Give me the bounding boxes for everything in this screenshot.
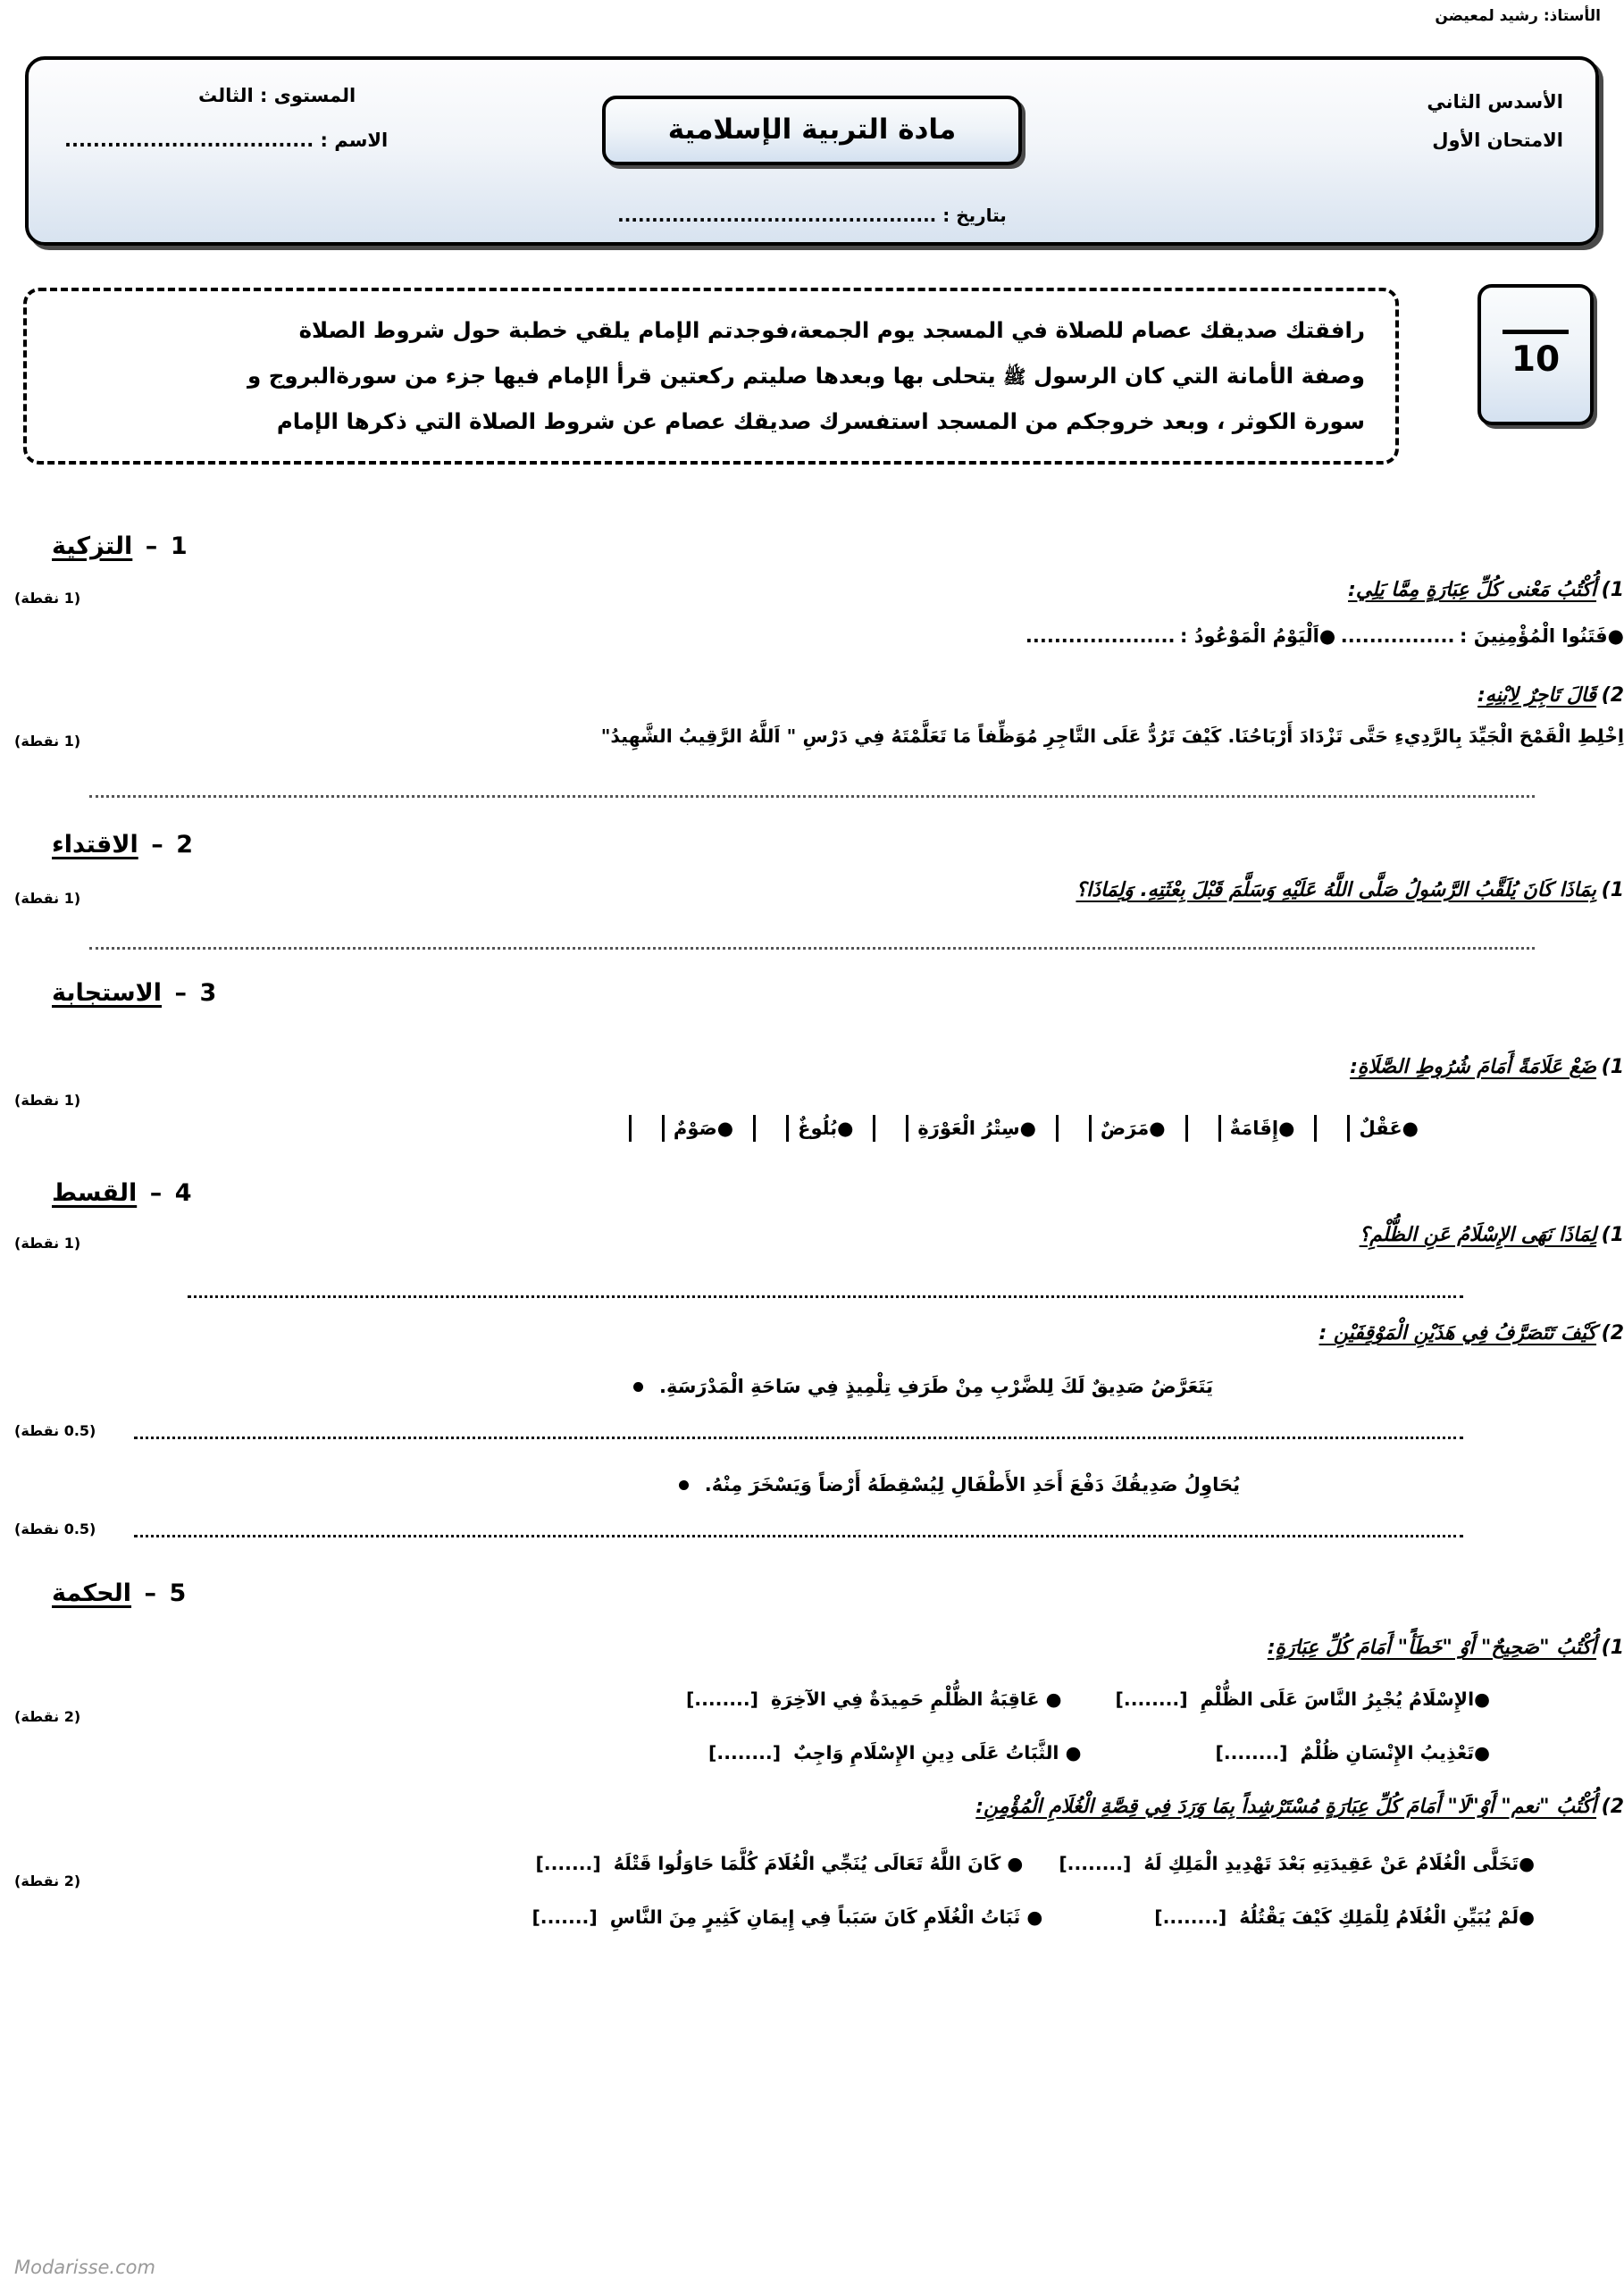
situation-line-1: رافقتك صديقك عصام للصلاة في المسجد يوم الجمعة،فوجدتم الإمام يلقي خطبة حول شروط الصلاة [298, 317, 1365, 343]
separator-2 [89, 947, 1535, 950]
mark-8: (2 نقطة) [14, 1708, 81, 1725]
section-1-dash: – [137, 532, 166, 560]
s5-q2 [230, 1796, 1624, 1818]
s5-tf-r2-left [708, 1742, 1081, 1763]
s5-yn-r2-left-blank[interactable]: [.......] [532, 1906, 598, 1928]
s3-option-6-label: ●صَوْمٌ [673, 1118, 734, 1139]
s5-yn-r1-right-blank[interactable]: [........] [1059, 1853, 1132, 1874]
s5-yn-row-1 [141, 1853, 1535, 1874]
s5-tf-r1-right-label: ●الإِسْلَامُ يُجْبِرُ النَّاسَ عَلَى الظُّلْمِ [1200, 1688, 1490, 1710]
s5-yn-row-2 [141, 1906, 1535, 1928]
s3-option-3[interactable] [1056, 1115, 1166, 1142]
s3-option-2-label: ●إِقَامَةٌ [1229, 1118, 1295, 1139]
s4-q2-number: 2) [1601, 1322, 1624, 1345]
mark-7: (0.5 نقطة) [14, 1520, 96, 1537]
level-label: المستوى : الثالث [198, 85, 356, 106]
s1-q2 [230, 684, 1624, 707]
s3-option-1-label: ●عَقْلٌ [1359, 1118, 1419, 1139]
mark-4: (1 نقطة) [14, 1092, 81, 1109]
s3-option-4-checkbox[interactable] [873, 1115, 908, 1142]
section-3-number: 3 [199, 979, 217, 1007]
s3-q1-text: ضَعْ عَلَامَةً أَمَامَ شُرُوطِ الصَّلَاةِ: [1350, 1056, 1597, 1078]
s4-q1-text: لِمَاذَا نَهَى الإِسْلَامُ عَنِ الظُّلْمِ؟ [1359, 1224, 1597, 1246]
site-watermark: Modarisse.com [14, 2257, 155, 2278]
s5-tf-r1-right-blank[interactable]: [........] [1115, 1688, 1188, 1710]
separator-1 [89, 795, 1535, 798]
s2-q1 [222, 879, 1624, 901]
s4-q2 [230, 1322, 1624, 1345]
s3-option-6[interactable] [629, 1115, 733, 1142]
section-5-name: الحكمة [52, 1579, 132, 1607]
s5-tf-r2-right-blank[interactable]: [........] [1215, 1742, 1288, 1763]
s3-option-5-checkbox[interactable] [753, 1115, 789, 1142]
s5-yn-r1-left-blank[interactable]: [.......] [535, 1853, 601, 1874]
s5-tf-r2-left-blank[interactable]: [........] [708, 1742, 782, 1763]
section-2-dash: – [142, 831, 172, 859]
subject-title-wrapper [602, 96, 1022, 165]
section-4-name: القسط [52, 1179, 138, 1207]
exam-date-field[interactable]: بتاريخ : ............................................... [617, 205, 1007, 226]
s5-q2-text: أُكْتُبُ "نعم" أَوْ"لَا" أَمَامَ كُلِّ عِبَارَةٍ مُسْتَرْشِداً بِمَا وَرَدَ فِي قِصَّةِ الْغُلَامِ الْمُؤْمِنِ: [975, 1796, 1597, 1818]
bullet-dot-icon [679, 1480, 689, 1490]
bullet-dot-icon [633, 1382, 643, 1392]
s3-option-2[interactable] [1185, 1115, 1295, 1142]
section-heading-5 [52, 1579, 347, 1607]
s2-q1-number: 1) [1601, 879, 1624, 901]
s1-item-a: ●فَتَنُوا الْمُؤْمِنِينَ : [1460, 625, 1624, 647]
header-left-meta [64, 85, 493, 174]
s3-q1-number: 1) [1601, 1056, 1624, 1078]
s3-option-1-checkbox[interactable] [1314, 1115, 1350, 1142]
mark-1: (1 نقطة) [14, 590, 81, 607]
section-1-name: التزكية [52, 532, 133, 560]
section-heading-4 [52, 1179, 347, 1207]
section-4-number: 4 [174, 1179, 192, 1207]
s1-item-a-answer[interactable]: ................ [1340, 625, 1455, 647]
total-score-badge [1478, 284, 1594, 425]
situation-line-3: سورة الكوثر ، وبعد خروجكم من المسجد استفسرك صديقك عصام عن شروط الصلاة التي ذكرها الإمام [276, 407, 1365, 434]
s5-yn-r1-right [1059, 1853, 1535, 1874]
s3-options-row [629, 1115, 1419, 1142]
s4-q2-text: كَيْفَ تَتَصَرَّفُ فِي هَذَيْنِ الْمَوْقِفَيْنِ : [1318, 1322, 1597, 1345]
section-5-dash: – [136, 1579, 165, 1607]
situation-box [23, 288, 1399, 465]
s5-tf-r2-right-label: ●تَعْذِيبُ الإِنْسَانِ ظُلْمٌ [1300, 1742, 1490, 1763]
section-3-name: الاستجابة [52, 979, 163, 1007]
s3-q1 [230, 1056, 1624, 1078]
exam-header-card [25, 56, 1599, 246]
pbuh-symbol-icon: ﷺ [1003, 365, 1026, 388]
s1-q2-number: 2) [1601, 684, 1624, 707]
s5-q1-text: أُكْتُبُ "صَحِيحٌ" أَوْ "خَطَأً" أَمَامَ كُلِّ عِبَارَةٍ: [1267, 1637, 1597, 1659]
section-heading-1 [52, 532, 347, 560]
s5-tf-r1-left-label: ● عَاقِبَةُ الظُّلْمِ حَمِيدَةٌ فِي الآخِرَةِ [770, 1688, 1062, 1710]
section-3-dash: – [166, 979, 196, 1007]
subject-title: مادة التربية الإسلامية [667, 113, 957, 146]
student-name-field[interactable]: الاسم : ................................... [64, 130, 389, 151]
s4-q1 [230, 1224, 1624, 1246]
s1-q1-text: أُكْتُبُ مَعْنى كُلِّ عِبَارَةٍ مِمَّا يَلِي: [1348, 579, 1597, 601]
s5-tf-r1-left [686, 1688, 1062, 1710]
s3-option-5[interactable] [753, 1115, 853, 1142]
s5-yn-r1-left [535, 1853, 1023, 1874]
s1-q1-number: 1) [1601, 579, 1624, 601]
mark-3: (1 نقطة) [14, 890, 81, 907]
s3-option-1[interactable] [1314, 1115, 1419, 1142]
s1-q1 [230, 579, 1624, 601]
s1-q2-body-wrap [105, 725, 1624, 747]
situation-line-2a: وصفة الأمانة التي كان الرسول [1033, 362, 1365, 389]
section-2-number: 2 [176, 831, 194, 859]
s3-option-3-label: ●مَرَضٌ [1100, 1118, 1166, 1139]
teacher-name-line: الأستاذ: رشيد لمعيضن [1435, 7, 1601, 25]
s3-option-3-checkbox[interactable] [1056, 1115, 1092, 1142]
s4-bullet-2-answer-line[interactable] [134, 1535, 1463, 1537]
s5-yn-r2-right-blank[interactable]: [........] [1154, 1906, 1227, 1928]
s3-option-2-checkbox[interactable] [1185, 1115, 1221, 1142]
s1-item-b: ●اَلْيَوْمُ الْمَوْعُودُ : [1180, 625, 1336, 647]
s1-q2-body: اِخْلِطِ الْقَمْحَ الْجَيِّدَ بِالرَّدِيءِ حَتَّى تَزْدَادَ أَرْبَاحُنَا. كَيْفَ تَرُدُّ عَلَى التَّاجِرِ مُوَظِّفاً مَا تَعَلَّمْتَهُ فِي دَرْسِ " اَللَّهُ الرَّقِيبُ الشَّهِيدُ" [600, 725, 1624, 747]
s1-q2-text: قَالَ تَاجِرٌ لِابْنِهِ: [1478, 684, 1597, 707]
s5-tf-row-1 [168, 1688, 1490, 1710]
s5-q1-number: 1) [1601, 1637, 1624, 1659]
s5-yn-r2-right [1154, 1906, 1535, 1928]
situation-line-2b: يتحلى بها وبعدها صليتم ركعتين قرأ الإمام فيها جزء من سورةالبروج و [247, 362, 996, 389]
mark-6: (0.5 نقطة) [14, 1422, 96, 1439]
s1-item-b-answer[interactable]: ..................... [1025, 625, 1176, 647]
s4-bullet-2 [679, 1474, 1240, 1495]
exam-number-label: الامتحان الأول [1432, 130, 1563, 152]
s5-yn-r1-right-label: ●تَخَلَّى الْغُلَامُ عَنْ عَقِيدَتِهِ بَعْدَ تَهْدِيدِ الْمَلِكِ لَهُ [1143, 1853, 1535, 1874]
semester-label: الأسدس الثاني [1427, 91, 1563, 113]
s3-option-4[interactable] [873, 1115, 1036, 1142]
s5-yn-r1-left-label: ● كَانَ اللَّهُ تَعَالَى يُنَجِّي الْغُلَامَ كُلَّمَا حَاوَلُوا قَتْلَهُ [613, 1853, 1024, 1874]
s5-tf-r2-right [1215, 1742, 1490, 1763]
section-2-name: الاقتداء [52, 831, 138, 859]
section-heading-2 [52, 831, 347, 859]
header-right-meta [1427, 83, 1563, 160]
section-5-number: 5 [169, 1579, 187, 1607]
s3-option-6-checkbox[interactable] [629, 1115, 665, 1142]
s1-q1-items [230, 625, 1624, 647]
s3-option-4-label: ●سِتْرُ الْعَوْرَةِ [917, 1118, 1036, 1139]
section-1-number: 1 [170, 532, 188, 560]
section-4-dash: – [141, 1179, 171, 1207]
s4-q1-answer-line[interactable] [188, 1295, 1463, 1298]
s4-bullet-1 [633, 1376, 1213, 1397]
mark-2: (1 نقطة) [14, 733, 81, 750]
s4-q1-number: 1) [1601, 1224, 1624, 1246]
s5-q1 [230, 1637, 1624, 1659]
s5-tf-r1-right [1116, 1688, 1490, 1710]
mark-5: (1 نقطة) [14, 1235, 81, 1252]
s4-bullet-2-text: يُحَاوِلُ صَدِيقُكَ دَفْعَ أَحَدِ الأَطْفَالِ لِيُسْقِطَهُ أَرْضاً وَيَسْخَرَ مِنْهُ. [704, 1474, 1240, 1495]
mark-9: (2 نقطة) [14, 1872, 81, 1889]
subject-title-box [602, 96, 1022, 165]
s5-q2-number: 2) [1601, 1796, 1624, 1818]
score-divider-bar [1503, 330, 1569, 334]
section-heading-3 [52, 979, 347, 1007]
situation-line-2 [54, 360, 1365, 393]
s5-yn-r2-right-label: ●لَمْ يُبَيِّنِ الْغُلَامُ لِلْمَلِكِ كَيْفَ يَقْتُلُهُ [1239, 1906, 1535, 1928]
score-value: 10 [1511, 339, 1561, 380]
s5-yn-r2-left-label: ● ثَبَاتُ الْغُلَامِ كَانَ سَبَباً فِي إِيمَانِ كَثِيرٍ مِنَ النَّاسِ [609, 1906, 1043, 1928]
s2-q1-text: بِمَاذَا كَانَ يُلَقَّبُ الرَّسُولُ صَلَّى اللَّهُ عَلَيْهِ وَسَلَّمَ قَبْلَ بِعْثَتِهِ. وَلِمَاذَا؟ [1076, 879, 1597, 901]
s5-yn-r2-left [532, 1906, 1042, 1928]
s5-tf-r1-left-blank[interactable]: [........] [685, 1688, 758, 1710]
s5-tf-r2-left-label: ● الثَّبَاتُ عَلَى دِينِ الإِسْلَامِ وَاجِبٌ [793, 1742, 1082, 1763]
s5-tf-row-2 [168, 1742, 1490, 1763]
s4-bullet-1-answer-line[interactable] [134, 1437, 1463, 1439]
s3-option-5-label: ●بُلُوغٌ [798, 1118, 854, 1139]
s4-bullet-1-text: يَتَعَرَّضُ صَدِيقٌ لَكَ لِلضَّرْبِ مِنْ طَرَفِ تِلْمِيذٍ فِي سَاحَةِ الْمَدْرَسَةِ. [659, 1376, 1213, 1397]
